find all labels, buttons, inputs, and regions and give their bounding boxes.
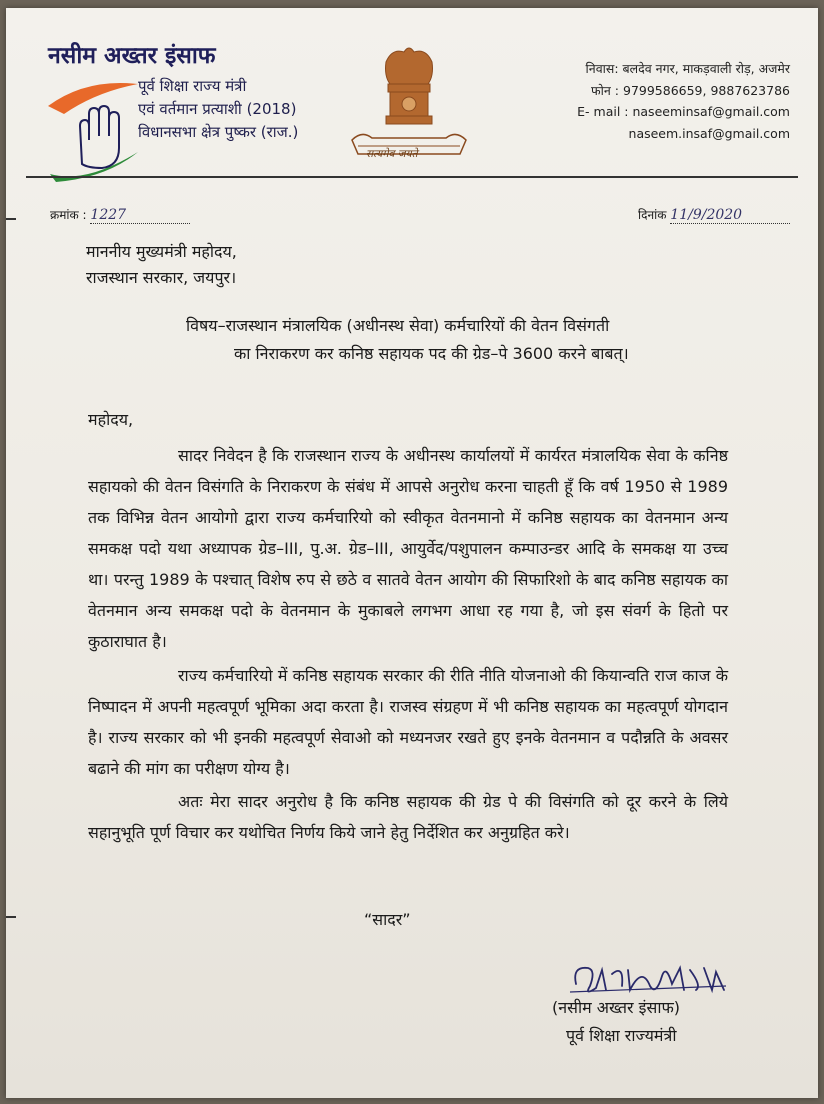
paragraph-1: सादर निवेदन है कि राजस्थान राज्य के अधीनस्थ कार्यालयों में कार्यरत मंत्रालयिक सेवा के कनिष्ठ सहायको की वेतन विसंगति के निराकरण के संबंध में आपसे अनुरोध करना चाहती हूँ कि वर्ष 1950 से 1989 तक विभिन्न वेतन आयोगो द्वारा राज्य कर्मचारियो को स्वीकृत वेतनमानो में कनिष्ठ सहायक का वेतनमान अन्य समकक्ष पदो यथा अध्यापक ग्रेड–III, पु.अ. ग्रेड–III, आयुर्वेद/पशुपालन कम्पाउन्डर आदि के समकक्ष या उच्च था। परन्तु 1989 के पश्चात् विशेष रुप से छठे व सातवे वेतन आयोग की सिफारिशो के बाद कनिष्ठ सहायक का वेतनमान अन्य समकक्ष पदो के वेतनमान के मुकाबले लगभग आधा रह गया है, जो इस संवर्ग के हितो पर कुठाराघात है। xyxy=(88,446,728,651)
ref-date-label: दिनांक xyxy=(638,208,667,222)
ref-date xyxy=(638,206,790,224)
letterhead-line3: विधानसभा क्षेत्र पुष्कर (राज.) xyxy=(138,123,299,141)
signatory-title: पूर्व शिक्षा राज्यमंत्री xyxy=(566,1026,677,1045)
addressee-line1: माननीय मुख्यमंत्री महोदय, xyxy=(86,242,237,261)
ref-number xyxy=(50,206,190,224)
edge-mark xyxy=(6,218,16,220)
letterhead-line2: एवं वर्तमान प्रत्याशी (2018) xyxy=(138,100,297,118)
subject-line2: का निराकरण कर कनिष्ठ सहायक पद की ग्रेड–पे 3600 करने बाबत्। xyxy=(234,344,629,363)
ref-number-label: क्रमांक : xyxy=(50,208,87,222)
letterhead-line1: पूर्व शिक्षा राज्य मंत्री xyxy=(138,77,247,95)
ref-number-value: 1227 xyxy=(90,207,190,224)
letterhead-email1: E- mail : naseeminsaf@gmail.com xyxy=(577,104,790,119)
letter-page xyxy=(6,8,818,1098)
letterhead-phone: फोन : 9799586659, 9887623786 xyxy=(591,83,790,98)
subject-line1: विषय–राजस्थान मंत्रालयिक (अधीनस्थ सेवा) कर्मचारियों की वेतन विसंगती xyxy=(186,316,610,335)
letterhead-name: नसीम अख्तर इंसाफ xyxy=(48,43,216,69)
closing: “सादर” xyxy=(364,910,411,929)
header-rule xyxy=(26,176,798,178)
ref-date-value: 11/9/2020 xyxy=(670,207,790,224)
addressee-line2: राजस्थान सरकार, जयपुर। xyxy=(86,268,237,287)
letterhead-email2: naseem.insaf@gmail.com xyxy=(628,126,790,141)
emblem-motto: सत्यमेव जयते xyxy=(366,148,418,160)
signatory-name: (नसीम अख्तर इंसाफ) xyxy=(552,998,681,1017)
letterhead-address: निवास: बलदेव नगर, माकड़वाली रोड़, अजमेर xyxy=(585,61,790,76)
salutation: महोदय, xyxy=(88,410,134,429)
party-hand-logo-icon xyxy=(46,74,142,184)
edge-mark xyxy=(6,916,16,918)
paragraph-3: अतः मेरा सादर अनुरोध है कि कनिष्ठ सहायक की ग्रेड पे की विसंगति को दूर करने के लिये सहानुभूति पूर्ण विचार कर यथोचित निर्णय किये जाने हेतु निर्देशित कर अनुग्रहित करे। xyxy=(88,792,728,842)
paragraph-2: राज्य कर्मचारियो में कनिष्ठ सहायक सरकार की रीति नीति योजनाओ की कियान्वति राज काज के निष्पादन में अपनी महत्वपूर्ण भूमिका अदा करता है। राजस्व संग्रहण में भी कनिष्ठ सहायक का महत्वपूर्ण योगदान है। राज्य सरकार को भी इनकी महत्वपूर्ण सेवाओ को मध्यनजर रखते हुए इनके वेतनमान व पदौन्नति के अवसर बढाने की मांग का परीक्षण योग्य है। xyxy=(88,666,728,778)
